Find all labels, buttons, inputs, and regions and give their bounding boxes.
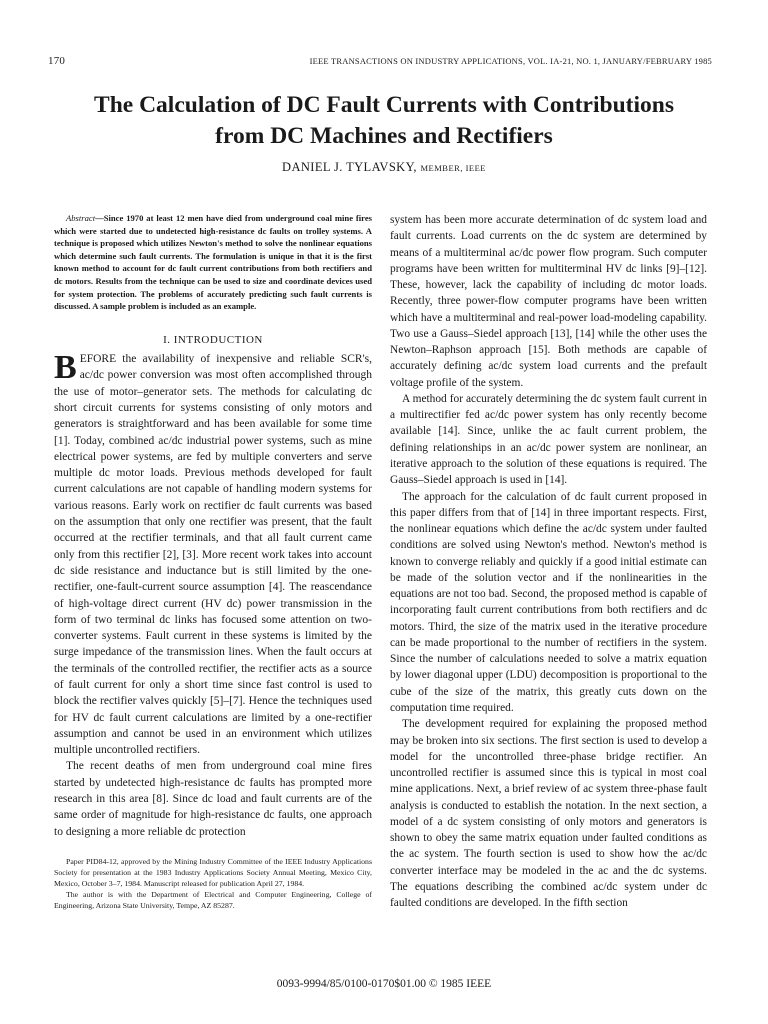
author-name: DANIEL J. TYLAVSKY, <box>282 160 417 174</box>
intro-paragraph-1-text: EFORE the availability of inexpensive and reliable SCR's, ac/dc power conversion was most often accomplished through the use of motor–generator sets. The methods for calculating dc short circuit currents for systems consisting of only motors and generators is straightforward and has been available for some time [1]. Today, combined ac/dc industrial power systems, such as mine electrical power systems, are fed by multiple converters and serve multiple dc motor loads. Previous methods developed for fault current calculations are not capable of handling modern systems for various reasons. Early work on rectifier dc fault currents was based on the assumption that only one rectifier was present, that the fault occurred at the rectifier terminals, and that all fault current came only from this rectifier [2], [3]. More recent work takes into account dc side resistance and inductance but is still limited by the one-rectifier, one-fault-current source assumption [4]. The reascendance of high-voltage direct current (HV dc) power transmission in the form of two terminal dc links has focused some attention on two-converter systems. Fault current in these systems is limited by the surge impedance of the transmission lines. When the fault occurs at the terminals of the controlled rectifier, the rectifier acts as a source of fault current for only a short time since fast control is used to block the rectifier valves quickly [5]–[7]. Hence the techniques used for HV dc fault current calculations are limited by a one-rectifier assumption and cannot be used in an environment which utilizes multiple uncontrolled rectifiers. <box>54 353 372 757</box>
page-number: 170 <box>48 55 66 67</box>
footnote-paper-info: Paper PID84-12, approved by the Mining Industry Committee of the IEEE Industry Applications Society for presentation at the 1983 Industry Applications Society Annual Meeting, Mexico City, Mexico, October 3–7, 1984. Manuscript released for publication April 27, 1984. <box>54 856 372 888</box>
abstract-text: —Since 1970 at least 12 men have died from underground coal mine fires which were started due to undetected high-resistance dc faults on trolley systems. A technique is proposed which utilizes Newton's method to solve the nonlinear equations which determine such fault currents. The formulation is unique in that it is the first known method to account for dc fault current contributions from both rectifiers and dc motors. Results from the technique can be used to size and coordinate devices used for system protection. The problems of accurately predicting such fault currents is discussed. A sample problem is included as an example. <box>54 213 372 312</box>
intro-paragraph-1 <box>54 351 372 758</box>
right-column <box>390 212 707 911</box>
section-heading-introduction: I. INTRODUCTION <box>163 333 263 346</box>
author-line <box>0 160 768 175</box>
abstract-label: Abstract <box>66 213 96 223</box>
right-paragraph-2: A method for accurately determining the dc system fault current in a multirectifier fed ac/dc power system has only recently become available [14]. Since, unlike the ac fault current problem, the defining relationships in an ac/dc power system are nonlinear, an iterative approach to the solution of these equations is required. The Gauss–Siedel approach is used in [14]. <box>390 392 707 487</box>
paper-title <box>40 90 728 152</box>
intro-paragraph-2: The recent deaths of men from underground coal mine fires started by undetected high-resistance dc faults has prompted more research in this area [8]. Since dc load and fault currents are of the same order of magnitude for high-resistance dc faults, one approach to designing a more reliable dc protection <box>54 760 372 838</box>
abstract <box>54 212 372 313</box>
running-header <box>48 55 712 67</box>
title-line-1: The Calculation of DC Fault Currents with Contributions <box>94 92 674 118</box>
footnote-author-affiliation: The author is with the Department of Electrical and Computer Engineering, College of Engineering, Arizona State University, Tempe, AZ 85287. <box>54 889 372 910</box>
left-column <box>54 212 372 911</box>
right-paragraph-1: system has been more accurate determination of dc system load and fault currents. Load currents on the dc system are determined by means of a multiterminal ac/dc power flow program. Such computer programs have been written for multiterminal HV dc links [9]–[12]. These, however, lack the capability of including dc motor loads. Recently, three power-flow computer programs have been written which have a multiterminal and real-power load-modeling capability. Two use a Gauss–Siedel approach [13], [14] while the other uses the Newton–Raphson approach [15]. Both methods are capable of accurately defining ac/dc system load currents and the prefault voltage profile of the system. <box>390 214 707 389</box>
journal-line: IEEE TRANSACTIONS ON INDUSTRY APPLICATIONS, VOL. IA-21, NO. 1, JANUARY/FEBRUARY 1985 <box>309 56 712 66</box>
right-paragraph-4: The development required for explaining the proposed method may be broken into six sections. The first section is used to develop a model for the uncontrolled three-phase bridge rectifier. An uncontrolled rectifier is assumed since this is typical in most coal mine applications. Next, a brief review of ac system three-phase fault analysis is conducted to establish the notation. In the next section, a model of a dc system consisting of only motors and generators is shown to obey the same matrix equation under faulted conditions as the ac system. The fourth section is used to show how the ac/dc converter interface may be modeled in the ac and the dc systems. The equations describing the combined ac/dc system under dc faulted conditions are developed. In the fifth section <box>390 718 707 910</box>
right-paragraph-3: The approach for the calculation of dc fault current proposed in this paper differs from that of [14] in three important respects. First, the nonlinear equations which define the ac/dc system under faulted conditions are solved using Newton's method. Newton's method is known to converge reliably and quickly if a good initial estimate can be made of the solution vector and if the nonlinearities in the equations are not too bad. Second, the proposed method is capable of incorporating fault current contributions from both rectifiers and dc motors. Third, the size of the matrix used in the iterative procedure can be made proportional to the number of rectifiers in the system. Since the number of calculations needed to solve a matrix equation by lower diagonal upper (LDU) decomposition is proportional to the cube of the size of the matrix, this greatly cuts down on the computation time required. <box>390 490 707 714</box>
drop-cap: B <box>54 349 77 387</box>
title-line-2: from DC Machines and Rectifiers <box>215 123 553 149</box>
author-membership: MEMBER, IEEE <box>420 163 486 173</box>
copyright-footer: 0093-9994/85/0100-0170$01.00 © 1985 IEEE <box>276 978 492 990</box>
